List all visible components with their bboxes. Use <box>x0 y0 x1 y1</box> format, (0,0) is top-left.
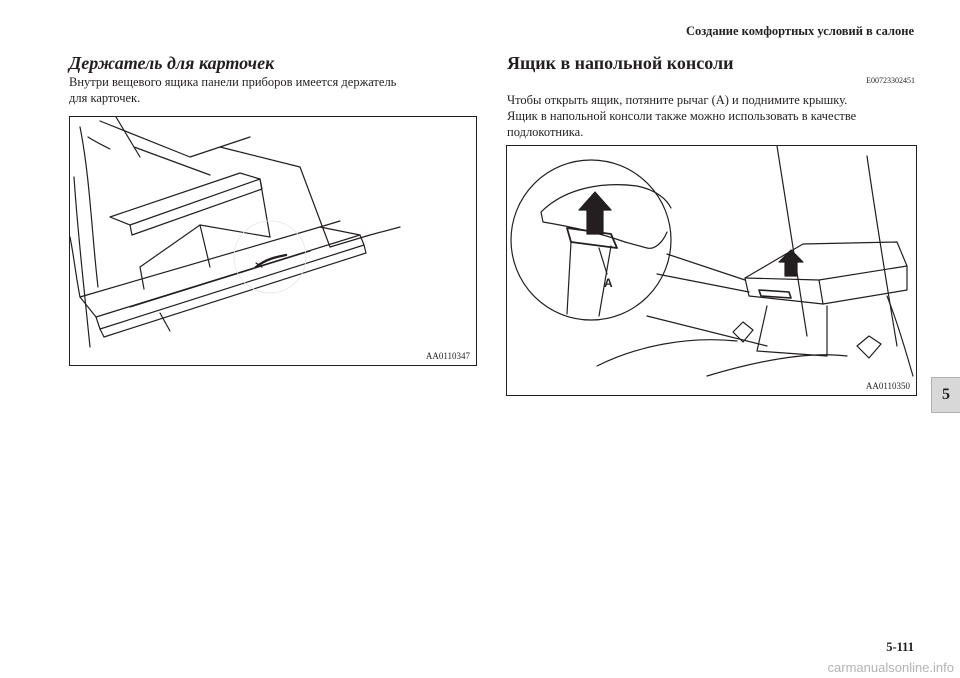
running-header: Создание комфортных условий в салоне <box>685 24 914 38</box>
card-holder-text <box>69 74 439 106</box>
chapter-tab: 5 <box>931 377 960 413</box>
card-holder-text-line1: Внутри вещевого ящика панели приборов имеется держатель <box>69 75 397 89</box>
floor-console-text-line2: Ящик в напольной консоли также можно использовать в качестве <box>507 109 857 123</box>
console-figure-code: AA0110350 <box>865 381 910 391</box>
floor-console-section <box>507 52 915 140</box>
section-code: E00723302451 <box>866 76 915 85</box>
card-holder-text-line2: для карточек. <box>69 91 141 105</box>
floor-console-heading: Ящик в напольной консоли <box>507 53 734 73</box>
card-holder-section <box>69 52 479 106</box>
glovebox-illustration <box>69 116 477 366</box>
glovebox-drawing <box>70 117 476 365</box>
card-holder-heading: Держатель для карточек <box>69 53 275 73</box>
floor-console-text-line1: Чтобы открыть ящик, потяните рычаг (A) и поднимите крышку. <box>507 93 848 107</box>
floor-console-text-line3: подлокотника. <box>507 125 584 139</box>
page-number: 5-111 <box>886 640 914 654</box>
lever-label: A <box>604 276 613 290</box>
floor-console-illustration <box>506 145 917 396</box>
floor-console-drawing <box>507 146 916 395</box>
floor-console-text <box>507 92 915 140</box>
watermark: carmanualsonline.info <box>827 660 954 675</box>
glovebox-figure-code: AA0110347 <box>425 351 470 361</box>
